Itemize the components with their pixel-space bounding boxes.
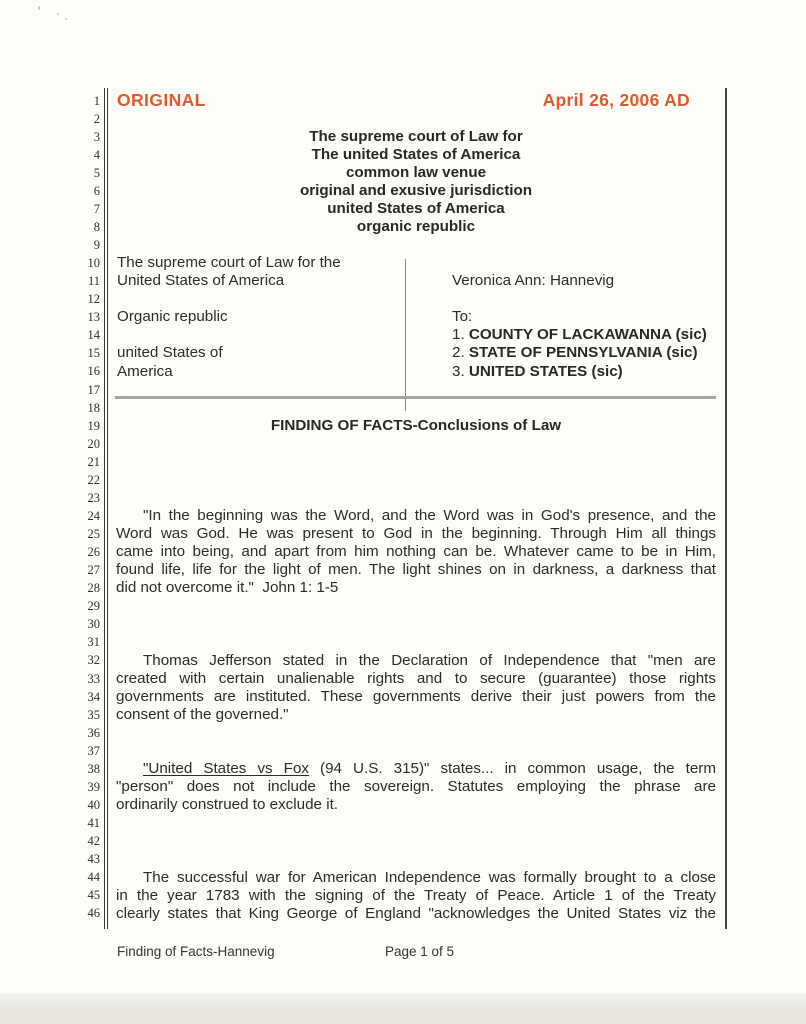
line-number: 38 [87,761,100,776]
text-line: ordinarily construed to exclude it. [116,796,339,814]
line-number: 26 [87,545,100,560]
line-number: 6 [93,183,100,198]
line-number: 2 [93,111,100,126]
line-number: 9 [93,238,100,252]
line-number: 11 [87,274,100,289]
line-number-column [70,92,100,923]
paragraph [116,760,716,814]
line-number: 17 [87,382,100,397]
text-line: clearly states that King George of England "acknowledges the United States viz the [116,904,716,922]
line-number: 3 [93,129,100,144]
respondent-name: COUNTY OF LACKAWANNA (sic) [468,326,707,344]
text-line: found life, life for the light of men. The light shines on in darkness, a darkness that [116,561,716,579]
court-title-block [116,128,716,236]
text-line [116,760,716,778]
line-number: 44 [87,870,100,885]
text-segment: (94 U.S. 315)" states... in common usage, the term [309,760,717,778]
line-number: 8 [93,219,100,234]
line-number: 4 [93,147,100,162]
line-number: 19 [87,418,100,433]
line-number: 43 [87,852,100,867]
scan-speck [65,18,67,20]
court-title-line: original and exusive jurisdiction [299,181,533,199]
caption-text: Organic republic [117,308,228,326]
caption-line [452,363,623,381]
paragraph [116,507,716,597]
line-number: 32 [87,653,100,668]
line-number: 22 [87,472,100,487]
line-number: 29 [87,599,100,614]
respondent-number: 2. [452,344,469,362]
text-line: Word was God. He was present to God in the beginning. Through Him all things [116,525,716,543]
line-number: 42 [87,834,100,849]
line-number: 40 [87,797,100,812]
caption-bottom-rule [115,396,716,399]
line-number: 7 [93,201,100,216]
caption-text: United States of America [117,272,285,290]
court-title-line: The supreme court of Law for [309,127,523,145]
line-number: 37 [87,743,100,758]
line-number: 21 [87,454,100,469]
line-number: 34 [87,689,100,704]
caption-divider-line [405,259,406,411]
line-number: 39 [87,779,100,794]
caption-text: To: [452,308,473,326]
line-number: 41 [87,816,100,830]
paragraph [116,869,716,923]
footer-document-title: Finding of Facts-Hannevig [117,944,275,959]
line-number: 35 [87,707,100,722]
scanner-edge-band [0,993,806,1024]
caption-text: The supreme court of Law for the [117,254,341,272]
caption-line [117,308,228,326]
caption-line [452,326,707,344]
original-stamp: ORIGINAL [117,90,206,110]
caption-line [117,344,223,362]
date-stamp: April 26, 2006 AD [542,90,690,110]
text-line: "person" does not include the sovereign. Statutes employing the phrase are [116,778,716,796]
caption-line [452,272,614,290]
caption-line [117,254,341,272]
footer-page-indicator: Page 1 of 5 [385,944,455,959]
caption-line [117,272,284,290]
court-title-line: The united States of America [311,145,521,163]
text-line: "In the beginning was the Word, and the Word was in God's presence, and the [143,507,716,525]
caption-text: Veronica Ann: Hannevig [452,272,615,290]
line-number: 20 [87,436,100,451]
respondent-name: UNITED STATES (sic) [468,362,623,380]
text-line: governments are instituted. These governments derive their just powers from the [116,687,716,705]
text-line: came into being, and apart from him nothing can be. Whatever came to be in Him, [116,543,716,561]
text-line: consent of the governed." [116,705,289,723]
caption-line [452,308,472,326]
line-number: 13 [87,310,100,325]
line-number: 10 [87,256,100,271]
respondent-number: 1. [452,326,469,344]
line-number: 5 [93,165,100,180]
paragraph [116,652,716,724]
document-heading: FINDING OF FACTS-Conclusions of Law [270,416,562,434]
text-line: created with certain unalienable rights and to secure (guarantee) those rights [116,669,716,687]
scan-speck [38,6,40,10]
court-title-line: united States of America [327,199,505,217]
text-line: The successful war for American Independence was formally brought to a close [143,868,716,886]
caption-text: united States of [117,344,223,362]
line-number: 18 [87,400,100,415]
line-number: 14 [87,328,100,343]
court-title-line: organic republic [356,217,476,235]
text-line: in the year 1783 with the signing of the Treaty of Peace. Article 1 of the Treaty [116,886,716,904]
caption-line [452,344,698,362]
line-number: 16 [87,364,100,379]
court-title-line: common law venue [345,163,487,181]
line-number: 46 [87,906,100,921]
line-number: 45 [87,888,100,903]
caption-line [117,363,173,381]
caption-text: America [117,362,173,380]
text-line: Thomas Jefferson stated in the Declaration of Independence that "men are [143,651,716,669]
line-number: 30 [87,617,100,632]
underlined-citation: "United States vs Fox [143,760,309,778]
line-number: 1 [93,93,100,108]
scan-speck [57,13,59,15]
line-number: 27 [87,563,100,578]
respondent-name: STATE OF PENNSYLVANIA (sic) [468,344,698,362]
line-number: 24 [87,508,100,523]
line-number: 12 [87,292,100,307]
line-number: 25 [87,527,100,541]
line-number: 36 [87,725,100,740]
line-number: 23 [87,490,100,505]
line-number: 31 [87,635,100,650]
text-line: did not overcome it." John 1: 1-5 [116,579,339,597]
pleading-right-rule [725,88,727,929]
line-number: 15 [87,346,100,361]
line-number: 33 [87,671,100,686]
respondent-number: 3. [452,362,469,380]
pleading-left-double-rule [104,88,108,929]
line-number: 28 [87,581,100,596]
